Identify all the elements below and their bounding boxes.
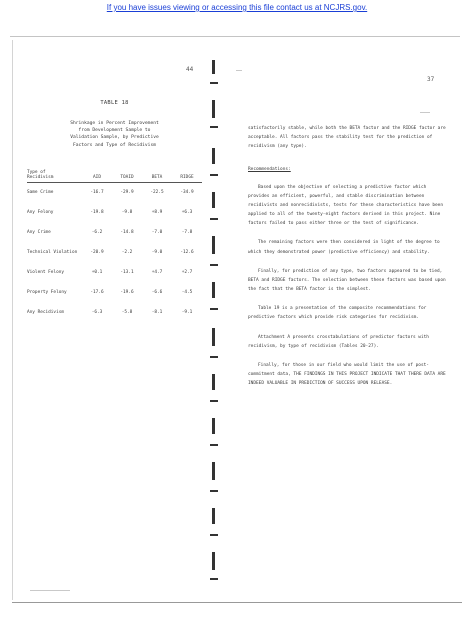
paragraph: Attachment A presents crosstabulations of predictor factors with recidivism, by type of recidivism (Tables 20-27).	[248, 334, 429, 349]
cell-value: -22.5	[150, 189, 164, 195]
gutter-mark	[212, 374, 215, 390]
paragraph: Based upon the objective of selecting a predictive factor which provides an efficient, powerful, and stable discrimination between recidivists and nonrecidivists, tests for these characteristics have been applied to all of the twenty-eight factors derived in this project. Nine factors failed to pass either three or the test of significance.	[248, 184, 444, 227]
header-aid: AID	[82, 169, 112, 183]
paragraph: Table 19 is a presentation of the composite recommendations for predictive factors which provide risk categories for recidivism.	[248, 306, 427, 321]
paragraph: Finally, for prediction of any type, two factors appeared to be tied, BETA and RIDGE factors. The selection between these factors was based upon the fact that the BETA factor is the simplest.	[248, 268, 446, 293]
cell-value: -6.3	[91, 309, 103, 315]
cell-value: -7.0	[151, 229, 163, 235]
header-line: Recidivism	[27, 174, 54, 180]
cell-value: +8.9	[151, 209, 163, 215]
gutter-mark	[210, 578, 218, 580]
table-header-row	[27, 169, 202, 183]
gutter-mark	[210, 82, 218, 84]
cell-value: -12.6	[180, 249, 194, 255]
cell-value: -19.8	[90, 209, 104, 215]
gutter-mark	[210, 126, 218, 128]
cell-value: +0.1	[91, 269, 103, 275]
access-banner-link[interactable]: If you have issues viewing or accessing this file contact us at NCJRS.gov.	[106, 3, 368, 12]
row-label: Property Felony	[27, 289, 67, 295]
table-row	[27, 223, 202, 243]
cell-value: -34.9	[180, 189, 194, 195]
gutter-mark	[212, 236, 215, 254]
cell-value: -16.7	[90, 189, 104, 195]
row-label: Violent Felony	[27, 269, 65, 275]
header-toaid: TOAID	[112, 169, 142, 183]
cell-value: +2.7	[181, 269, 193, 275]
cell-value: -7.8	[181, 229, 193, 235]
header-ridge: RIDGE	[172, 169, 202, 183]
scan-smudge	[420, 112, 430, 113]
gutter-mark	[212, 192, 215, 208]
gutter-mark	[210, 264, 218, 266]
gutter-mark	[210, 174, 218, 176]
gutter-mark	[210, 356, 218, 358]
scan-top-edge	[10, 36, 460, 37]
cell-value: -9.1	[181, 309, 193, 315]
gutter-mark	[212, 552, 215, 570]
gutter-mark	[210, 308, 218, 310]
cell-value: -6.2	[91, 229, 103, 235]
gutter-mark	[210, 490, 218, 492]
cell-value: -29.9	[120, 189, 134, 195]
row-label: Any Felony	[27, 209, 54, 215]
gutter-mark	[210, 444, 218, 446]
caption-line: Validation Sample, by Predictive	[70, 135, 159, 141]
cell-value: -8.1	[151, 309, 163, 315]
scan-left-edge	[12, 40, 13, 600]
gutter-mark	[212, 328, 215, 346]
table-row	[27, 182, 202, 203]
row-label: Any Crime	[27, 229, 51, 235]
cell-value: +6.3	[181, 209, 193, 215]
gutter-mark	[212, 462, 215, 480]
cell-value: -4.5	[181, 289, 193, 295]
cell-value: -17.6	[90, 289, 104, 295]
cell-value: +4.7	[151, 269, 163, 275]
section-heading: Recommendations:	[248, 167, 291, 173]
header-beta: BETA	[142, 169, 172, 183]
table-row	[27, 283, 202, 303]
cell-value: -2.2	[121, 249, 133, 255]
cell-value: -9.8	[121, 209, 133, 215]
cell-value: -6.6	[151, 289, 163, 295]
scan-smudge	[236, 70, 242, 71]
right-page-number: 37	[427, 76, 435, 83]
cell-value: -20.9	[90, 249, 104, 255]
cell-value: -19.6	[120, 289, 134, 295]
cell-value: -14.8	[120, 229, 134, 235]
table-row	[27, 203, 202, 223]
row-label: Technical Violation	[27, 249, 78, 255]
cell-value: -5.8	[121, 309, 133, 315]
caption-line: Factors and Type of Recidivism	[73, 142, 156, 148]
table-row	[27, 243, 202, 263]
table-title: TABLE 18	[100, 100, 129, 106]
row-label: Any Recidivism	[27, 309, 65, 315]
gutter-mark	[212, 418, 215, 434]
left-page-number: 44	[186, 66, 194, 73]
gutter-mark	[212, 148, 215, 164]
scan-smudge	[30, 590, 70, 591]
header-type-of-recidivism	[27, 169, 82, 183]
row-label: Same Crime	[27, 189, 54, 195]
gutter-mark	[212, 60, 215, 74]
table-row	[27, 263, 202, 283]
gutter-mark	[210, 400, 218, 402]
caption-line: from Development Sample to	[78, 128, 151, 134]
gutter-mark	[210, 218, 218, 220]
shrinkage-table	[27, 169, 202, 323]
paragraph: The remaining factors were then considered in light of the degree to which they demonstrated power (predictive efficiency) and stability.	[248, 240, 440, 255]
left-page-content	[27, 100, 202, 323]
binding-gutter-marks	[209, 60, 221, 590]
cell-value: -9.0	[151, 249, 163, 255]
gutter-mark	[212, 508, 215, 524]
caption-line: Shrinkage in Percent Improvement	[70, 121, 159, 126]
header-line: Type of	[27, 169, 46, 175]
gutter-mark	[210, 534, 218, 536]
gutter-mark	[212, 100, 215, 118]
table-caption	[27, 120, 202, 149]
table-row	[27, 303, 202, 323]
cell-value: -13.1	[120, 269, 134, 275]
gutter-mark	[212, 282, 215, 298]
paragraph: satisfactorily stable, while both the BETA factor and the RIDGE factor are acceptable. All factors pass the stability test for the prediction of recidivism (any type).	[248, 126, 446, 150]
paragraph: Finally, for those in our field who would limit the use of post-commitment data, THE FINDINGS IN THIS PROJECT INDICATE THAT THERE DATA ARE INDEED VALUABLE IN PREDICTION OF SUCCESS UPON RELEASE.	[248, 362, 446, 387]
scan-bottom-edge	[12, 602, 462, 603]
right-page-content	[248, 124, 448, 398]
